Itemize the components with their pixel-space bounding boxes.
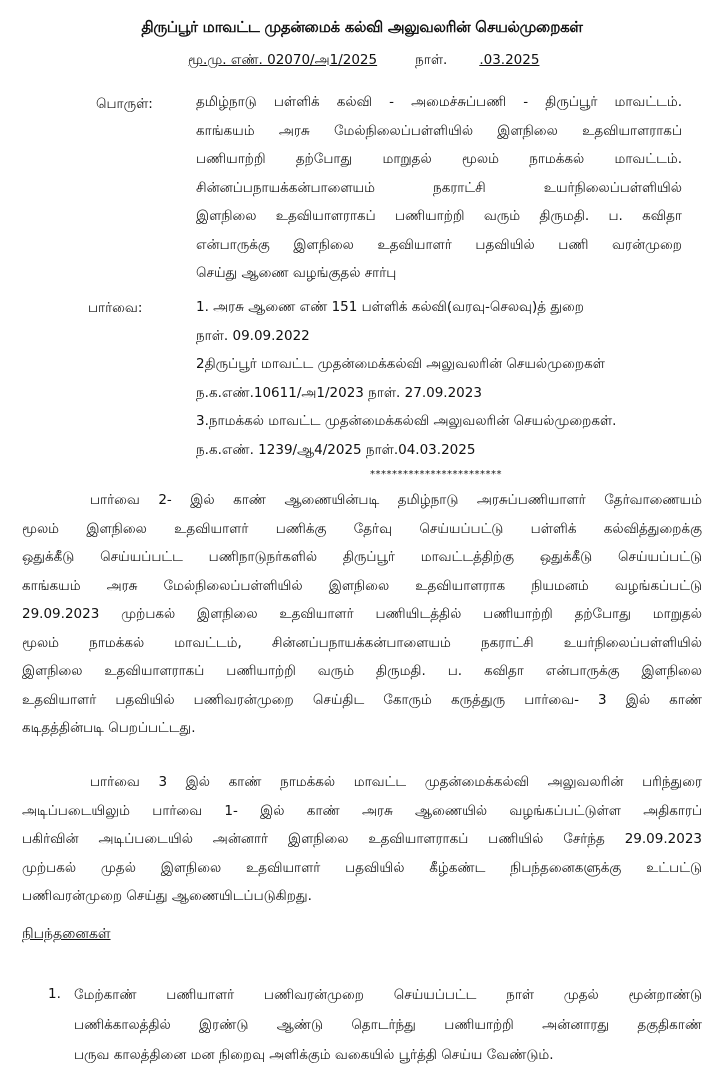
subject-line: என்பாருக்கு இளநிலை உதவியாளர் பதவியில் பணி வரன்முறை	[196, 236, 682, 253]
subject-line: பணியாற்றி தற்போது மாறுதல் மூலம் நாமக்கல் மாவட்டம்.	[196, 151, 682, 167]
date-value: .03.2025	[479, 52, 540, 68]
subject-line: இளநிலை உதவியாளராகப் பணியாற்றி வரும் திருமதி. ப. கவிதா	[196, 208, 682, 224]
separator-stars: ************************	[370, 469, 502, 480]
paragraph-line: காங்கயம் அரசு மேல்நிலைப்பள்ளியில் இளநிலை உதவியாளராக நியமனம் வழங்கப்பட்டு	[22, 577, 702, 594]
paragraph-line: முற்பகல் முதல் இளநிலை உதவியாளர் பதவியில் கீழ்கண்ட நிபந்தனைகளுக்கு உட்பட்டு	[22, 859, 702, 876]
body-paragraph-1	[22, 486, 702, 743]
subject-text	[196, 88, 682, 288]
conditions-heading: நிபந்தனைகள்	[22, 926, 111, 942]
reference-number-line	[188, 52, 539, 70]
reference-line: 2திருப்பூர் மாவட்ட முதன்மைக்கல்வி அலுவலரின் செயல்முறைகள்	[196, 356, 605, 372]
paragraph-line: இளநிலை உதவியாளராகப் பணியாற்றி வரும் திருமதி. ப. கவிதா என்பாருக்கு இளநிலை	[22, 663, 702, 679]
paragraph-line: பார்வை 2- இல் காண் ஆணையின்படி தமிழ்நாடு அரசுப்பணியாளர் தேர்வாணையம்	[90, 492, 702, 508]
paragraph-line: அடிப்படையிலும் பார்வை 1- இல் காண் அரசு ஆணையில் வழங்கப்பட்டுள்ள அதிகாரப்	[22, 802, 702, 819]
reference-line: நாள். 09.09.2022	[196, 327, 310, 344]
subject-line: காங்கயம் அரசு மேல்நிலைப்பள்ளியில் இளநிலை உதவியாளராகப்	[196, 122, 682, 139]
subject-line: சின்னப்பநாயக்கன்பாளையம் நகராட்சி உயர்நிலைப்பள்ளியில்	[196, 179, 682, 196]
paragraph-line: மூலம் இளநிலை உதவியாளர் பணிக்கு தேர்வு செய்யப்பட்டு பள்ளிக் கல்வித்துறைக்கு	[22, 520, 702, 537]
paragraph-line: கடிதத்தின்படி பெறப்பட்டது.	[22, 720, 196, 736]
paragraph-line: பகிர்வின் அடிப்படையில் அன்னார் இளநிலை உதவியாளராகப் பணியில் சேர்ந்த 29.09.2023	[22, 831, 702, 847]
condition-line: பணிக்காலத்தில் இரண்டு ஆண்டு தொடர்ந்து பணியாற்றி அன்னாரது தகுதிகாண்	[74, 1017, 702, 1033]
paragraph-line: பணிவரன்முறை செய்து ஆணையிடப்படுகிறது.	[22, 888, 312, 904]
paragraph-line: 29.09.2023 முற்பகல் இளநிலை உதவியாளர் பணியிடத்தில் பணியாற்றி தற்போது மாறுதல்	[22, 606, 702, 622]
reference-line: 1. அரசு ஆணை எண் 151 பள்ளிக் கல்வி(வரவு-செலவு)த் துறை	[196, 299, 584, 315]
reference-line: 3.நாமக்கல் மாவட்ட முதன்மைக்கல்வி அலுவலரின் செயல்முறைகள்.	[196, 413, 617, 429]
condition-line: பருவ காலத்தினை மன நிறைவு அளிக்கும் வகையில் பூர்த்தி செய்ய வேண்டும்.	[74, 1047, 554, 1063]
condition-number: 1.	[48, 986, 61, 1002]
reference-number: மூ.மு. எண். 02070/அ1/2025	[188, 52, 378, 68]
condition-text	[74, 980, 702, 1070]
reference-line: ந.க.எண். 1239/ஆ4/2025 நாள்.04.03.2025	[196, 441, 476, 458]
paragraph-line: ஒதுக்கீடு செய்யப்பட்ட பணிநாடுநர்களில் திருப்பூர் மாவட்டத்திற்கு ஒதுக்கீடு செய்யப்பட்டு	[22, 549, 702, 565]
subject-line: தமிழ்நாடு பள்ளிக் கல்வி - அமைச்சுப்பணி - திருப்பூர் மாவட்டம்.	[196, 94, 682, 110]
paragraph-line: உதவியாளர் பதவியில் பணிவரன்முறை செய்திட கோரும் கருத்துரு பார்வை- 3 இல் காண்	[22, 691, 702, 708]
document-title: திருப்பூர் மாவட்ட முதன்மைக் கல்வி அலுவலரின் செயல்முறைகள்	[141, 18, 583, 36]
reference-line: ந.க.எண்.10611/அ1/2023 நாள். 27.09.2023	[196, 384, 482, 401]
subject-line: செய்து ஆணை வழங்குதல் சார்பு	[196, 265, 397, 281]
body-paragraph-2	[22, 768, 702, 911]
paragraph-line: பார்வை 3 இல் காண் நாமக்கல் மாவட்ட முதன்மைக்கல்வி அலுவலரின் பரிந்துரை	[90, 774, 702, 790]
references-list	[196, 293, 696, 464]
date-label: நாள்.	[415, 52, 448, 68]
subject-label: பொருள்:	[96, 96, 153, 112]
condition-line: மேற்காண் பணியாளர் பணிவரன்முறை செய்யப்பட்ட நாள் முதல் மூன்றாண்டு	[74, 987, 702, 1003]
paragraph-line: மூலம் நாமக்கல் மாவட்டம், சின்னப்பநாயக்கன்பாளையம் நகராட்சி உயர்நிலைப்பள்ளியில்	[22, 634, 702, 651]
references-label: பார்வை:	[88, 300, 143, 316]
